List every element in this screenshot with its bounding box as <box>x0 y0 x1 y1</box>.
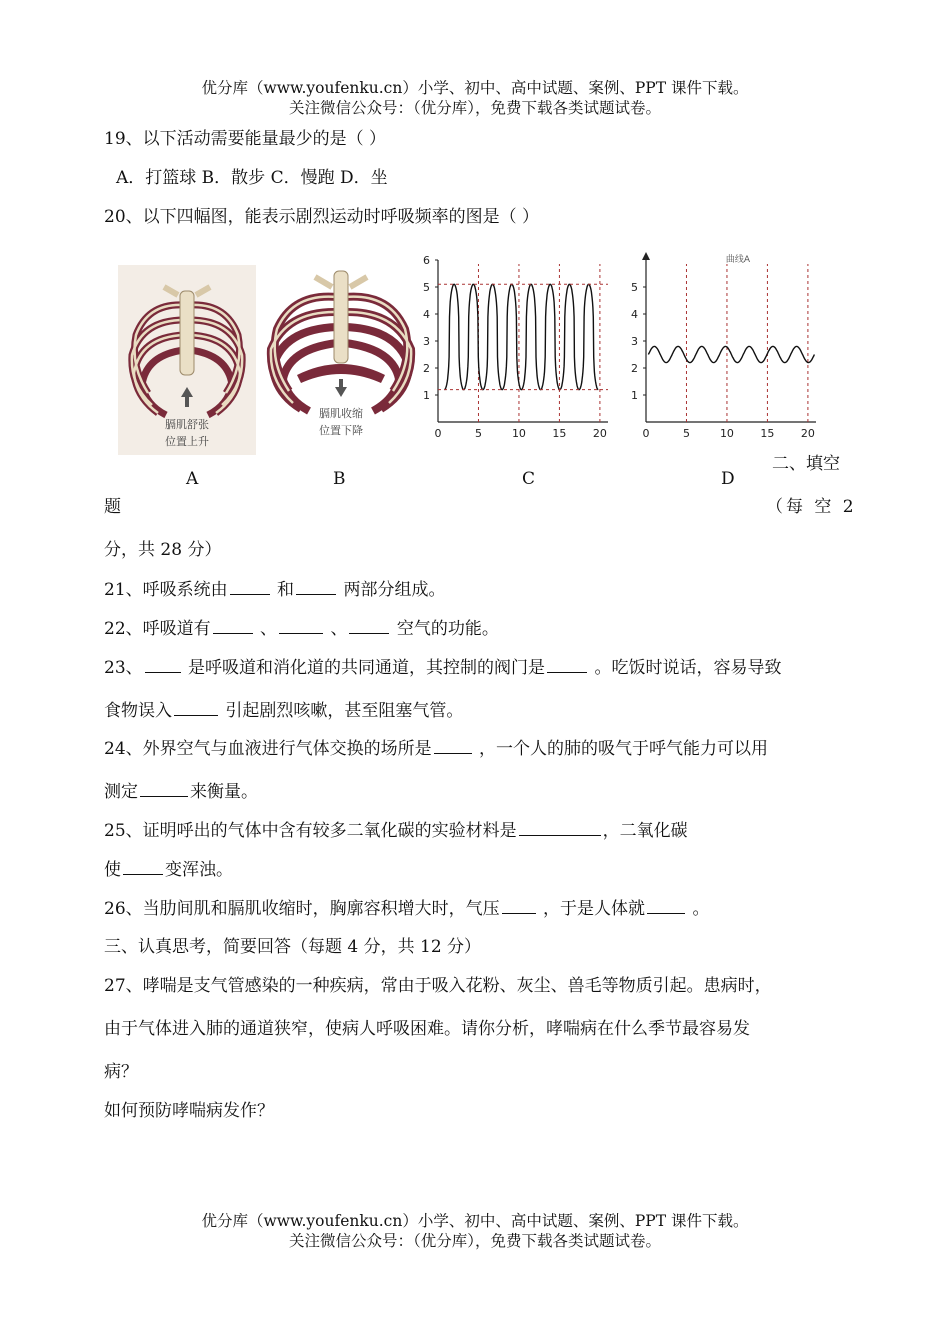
header-line-1: 优分库（www.youfenku.cn）小学、初中、高中试题、案例、PPT 课件下载。 <box>201 79 749 97</box>
fig-a-caption-2: 位置上升 <box>165 435 209 448</box>
q23-line-2: 食物误入 引起剧烈咳嗽，甚至阻塞气管。 <box>104 701 464 721</box>
chart-d-title: 曲线A <box>725 255 751 265</box>
q21-blank-2[interactable] <box>296 578 336 595</box>
chart-d-x-tick-label: 0 <box>642 427 650 440</box>
q20-stem: 20、以下四幅图，能表示剧烈运动时呼吸频率的图是（ ） <box>104 207 540 227</box>
chart-d <box>620 252 828 452</box>
chart-d-y-tick-label: 1 <box>631 389 638 402</box>
chart-c-x-tick-label: 10 <box>511 427 526 440</box>
chart-c-x-tick-label: 5 <box>474 427 482 440</box>
fig-b-caption-2: 位置下降 <box>319 424 363 437</box>
q25-blank-1[interactable] <box>519 819 601 836</box>
q24-line-2: 测定 来衡量。 <box>104 782 258 802</box>
chart-c-y-tick-label: 1 <box>423 389 430 402</box>
section3-title: 三、认真思考，简要回答（每题 4 分，共 12 分） <box>104 937 482 957</box>
q21: 21、呼吸系统由 和 两部分组成。 <box>104 580 446 600</box>
fig-a-caption-1: 膈肌舒张 <box>165 418 209 431</box>
q21-blank-1[interactable] <box>230 578 270 595</box>
chart-c-x-tick-label: 20 <box>592 427 607 440</box>
q23-blank-3[interactable] <box>174 699 218 716</box>
fig-label-d: D <box>721 469 735 489</box>
q27-line-4: 如何预防哮喘病发作？ <box>104 1101 274 1121</box>
chart-d-x-tick-label: 20 <box>800 427 815 440</box>
q23-line-1: 23、 是呼吸道和消化道的共同通道，其控制的阀门是 。吃饭时说话，容易导致 <box>104 658 782 678</box>
section2-note-a: （每 空 2 <box>766 497 857 517</box>
section2-title-b: 题 <box>104 497 121 517</box>
chart-c-y-tick-label: 4 <box>423 308 430 321</box>
chart-d-x-tick-label: 10 <box>719 427 734 440</box>
chart-d-y-tick-label: 5 <box>631 281 638 294</box>
chart-c-svg <box>412 252 620 452</box>
chart-c-x-tick-label: 15 <box>552 427 567 440</box>
q26-blank-1[interactable] <box>502 897 536 914</box>
chart-c <box>412 252 620 452</box>
chart-d-series-line <box>648 346 814 362</box>
fig-label-a: A <box>186 469 199 489</box>
chart-d-x-tick-label: 15 <box>760 427 775 440</box>
q25-blank-2[interactable] <box>123 858 163 875</box>
q23-blank-1[interactable] <box>145 656 181 673</box>
q22-blank-3[interactable] <box>349 617 389 634</box>
q27-line-3: 病？ <box>104 1062 138 1082</box>
chart-c-x-tick-label: 0 <box>434 427 442 440</box>
q19-stem: 19、以下活动需要能量最少的是（ ） <box>104 129 387 149</box>
fig-label-c: C <box>522 469 536 489</box>
chart-c-series-line <box>445 284 599 389</box>
chart-d-y-tick-label: 4 <box>631 308 638 321</box>
chart-d-y-tick-label: 3 <box>631 335 638 348</box>
chart-c-y-tick-label: 3 <box>423 335 430 348</box>
q19-options: A．打篮球 B．散步 C．慢跑 D．坐 <box>116 168 388 188</box>
chart-c-y-tick-label: 5 <box>423 281 430 294</box>
chart-c-y-tick-label: 2 <box>423 362 430 375</box>
fig-label-b: B <box>333 469 346 489</box>
rib-cage-figure-a <box>118 265 256 455</box>
fig-b-caption-1: 膈肌收缩 <box>319 407 363 420</box>
q23-blank-2[interactable] <box>547 656 587 673</box>
q25-line-2: 使 变浑浊。 <box>104 860 233 880</box>
section2-title-a: 二、填空 <box>772 454 840 474</box>
header-line-2: 关注微信公众号：（优分库），免费下载各类试题试卷。 <box>288 99 661 117</box>
q27-line-1: 27、哮喘是支气管感染的一种疾病，常由于吸入花粉、灰尘、兽毛等物质引起。患病时， <box>104 976 772 996</box>
q24-line-1: 24、外界空气与血液进行气体交换的场所是 ，一个人的肺的吸气于呼气能力可以用 <box>104 739 769 759</box>
chart-d-y-axis-arrow <box>642 252 650 260</box>
q27-line-2: 由于气体进入肺的通道狭窄，使病人呼吸困难。请你分析，哮喘病在什么季节最容易发 <box>104 1019 750 1039</box>
q22-blank-1[interactable] <box>213 617 253 634</box>
q25-line-1: 25、证明呼出的气体中含有较多二氧化碳的实验材料是 ，二氧化碳 <box>104 821 688 841</box>
q24-blank-1[interactable] <box>434 737 472 754</box>
chart-d-y-tick-label: 2 <box>631 362 638 375</box>
footer-line-1: 优分库（www.youfenku.cn）小学、初中、高中试题、案例、PPT 课件下载。 <box>201 1212 749 1230</box>
q22: 22、呼吸道有 、 、 空气的功能。 <box>104 619 499 639</box>
q26-blank-2[interactable] <box>647 897 685 914</box>
q24-blank-2[interactable] <box>140 780 188 797</box>
footer-line-2: 关注微信公众号：（优分库），免费下载各类试题试卷。 <box>288 1232 661 1250</box>
chart-c-y-tick-label: 6 <box>423 254 430 267</box>
chart-d-x-tick-label: 5 <box>682 427 690 440</box>
q26: 26、当肋间肌和膈肌收缩时，胸廓容积增大时，气压 ，于是人体就 。 <box>104 899 710 919</box>
chart-d-svg <box>620 252 828 452</box>
section2-note-b: 分，共 28 分） <box>104 540 222 560</box>
rib-cage-figure-b <box>263 257 419 447</box>
q22-blank-2[interactable] <box>279 617 323 634</box>
